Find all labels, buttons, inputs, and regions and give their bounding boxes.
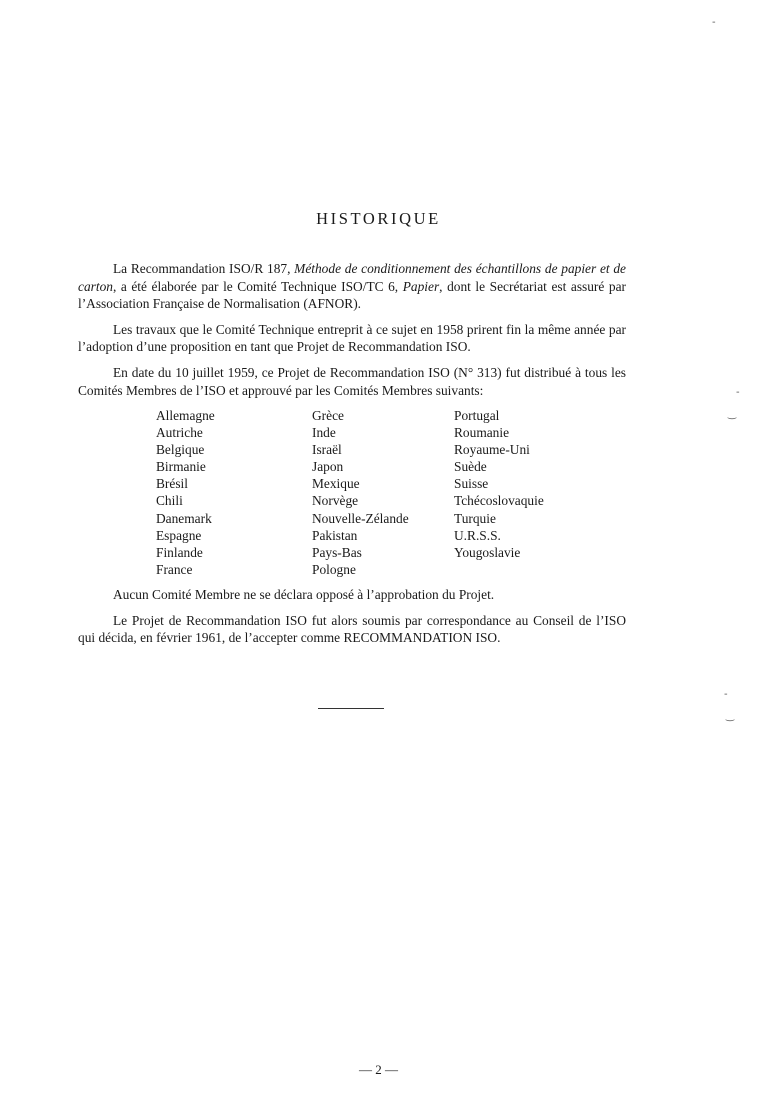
paragraph-1-intro: La Recommandation ISO/R 187, xyxy=(113,261,295,276)
countries-column-3 xyxy=(454,407,544,561)
paragraph-1-end: , dont le Secrétariat est assuré par l’Association Française de Normalisation (AFNOR). xyxy=(78,278,626,312)
scan-mark: - xyxy=(736,387,740,398)
paragraph-work: Les travaux que le Comité Technique entreprit à ce sujet en 1958 prirent fin la même année par l’adoption d’une proposition en tant que Projet de Recommandation ISO. xyxy=(78,321,626,355)
scan-mark: - xyxy=(712,17,716,28)
closing-text xyxy=(78,586,626,655)
country-item: Chili xyxy=(156,493,183,509)
paragraph-1-mid: , a été élaborée par le Comité Technique ISO/TC 6, xyxy=(112,278,403,294)
country-item: France xyxy=(156,561,193,577)
country-item: Turquie xyxy=(454,510,496,526)
country-item: Roumanie xyxy=(454,425,510,441)
country-item: Japon xyxy=(312,459,344,475)
recommendation-title: Méthode de conditionnement des échantillons de papier et de carton xyxy=(78,261,626,294)
country-item: Pologne xyxy=(312,561,356,577)
country-item: Nouvelle-Zélande xyxy=(312,510,409,526)
section-divider xyxy=(318,708,384,709)
country-item: Israël xyxy=(312,442,342,458)
country-item: Belgique xyxy=(156,442,205,458)
country-item: Suède xyxy=(454,459,487,475)
countries-column-2 xyxy=(312,407,409,578)
country-item: U.R.S.S. xyxy=(454,527,501,543)
scan-mark: ‿ xyxy=(728,409,737,420)
history-text xyxy=(78,260,626,407)
paragraph-acceptance: Le Projet de Recommandation ISO fut alors soumis par correspondance au Conseil de l’ISO qui décida, en février 1961, de l’accepter comme RECOMMANDATION ISO. xyxy=(78,612,626,646)
country-item: Birmanie xyxy=(156,459,206,475)
country-item: Inde xyxy=(312,425,336,441)
country-item: Yougoslavie xyxy=(454,544,521,560)
country-item: Brésil xyxy=(156,476,188,492)
paragraph-no-opposition: Aucun Comité Membre ne se déclara opposé à l’approbation du Projet. xyxy=(113,587,495,602)
paragraph-recommendation xyxy=(78,260,626,313)
committee-name: Papier xyxy=(402,278,440,294)
scan-mark: - xyxy=(724,689,728,700)
paragraph-distribution: En date du 10 juillet 1959, ce Projet de Recommandation ISO (N° 313) fut distribué à tous les Comités Membres de l’ISO et approuvé par les Comités Membres suivants: xyxy=(78,364,626,398)
country-item: Finlande xyxy=(156,544,203,560)
country-item: Autriche xyxy=(156,425,203,441)
country-item: Grèce xyxy=(312,408,344,423)
countries-column-1 xyxy=(156,407,215,578)
country-item: Espagne xyxy=(156,527,202,543)
page-number: — 2 — xyxy=(359,1062,398,1077)
page-title: HISTORIQUE xyxy=(316,209,441,228)
country-item: Norvège xyxy=(312,493,359,509)
scan-mark: ‿ xyxy=(726,711,735,722)
country-item: Tchécoslovaquie xyxy=(454,493,544,509)
country-item: Danemark xyxy=(156,510,212,526)
country-item: Pays-Bas xyxy=(312,544,362,560)
country-item: Pakistan xyxy=(312,527,358,543)
country-item: Royaume-Uni xyxy=(454,442,530,458)
country-item: Portugal xyxy=(454,408,500,423)
country-item: Mexique xyxy=(312,476,360,492)
country-item: Suisse xyxy=(454,476,489,492)
country-item: Allemagne xyxy=(156,408,215,423)
